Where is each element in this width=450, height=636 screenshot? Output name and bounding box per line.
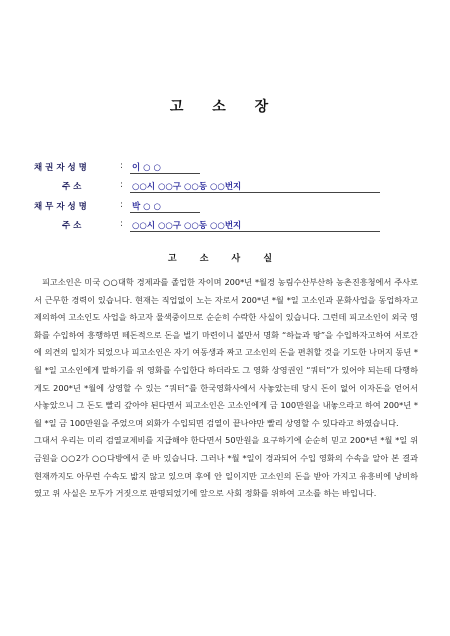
plaintiff-name-row	[34, 161, 424, 177]
plaintiff-name: 이 ○ ○	[132, 163, 161, 173]
plaintiff-address: ○○시 ○○구 ○○동 ○○번지	[132, 182, 242, 192]
defendant-address-label: 주 소	[62, 221, 82, 231]
complaint-body	[34, 274, 418, 503]
section-title: 고 소 사 실	[167, 254, 283, 264]
plaintiff-name-label: 채 권 자 성 명	[34, 163, 87, 173]
underline	[130, 212, 200, 213]
body-paragraph: 그대서 우리는 미리 검열교제비를 지급해야 한다면서 50만원을 요구하기에 순순히 믿고 200*년 *월 *일 위 금원을 ○○2가 ○○다방에서 준 바 있습니다. 그러나 *월 *일이 경과되어 수입 영화의 수속을 알아 본 결과 현재까지도 아무런 수속도 밟지 않고 있으며 후에 안 일이지만 고소인의 돈을 받아 가지고 유흥비에 낭비하였고 위 사실은 모두가 거짓으로 판명되었기에 앞으로 사회 정화를 위하여 고소를 하는 바입니다.	[34, 435, 418, 499]
underline	[130, 173, 200, 174]
defendant-name-label: 채 무 자 성 명	[34, 202, 87, 212]
colon: :	[120, 180, 123, 190]
plaintiff-address-label: 주 소	[62, 182, 82, 192]
defendant-address-row	[34, 219, 424, 235]
plaintiff-address-row	[34, 180, 424, 196]
document-title: 고 소 장	[169, 99, 281, 115]
colon: :	[120, 200, 123, 210]
underline	[130, 192, 380, 193]
defendant-address: ○○시 ○○구 ○○동 ○○번지	[132, 221, 242, 231]
defendant-name: 박 ○ ○	[132, 202, 161, 212]
body-paragraph: 피고소인은 미국 ○○대학 경제과를 졸업한 자이며 200*년 *월경 농림수산부산하 농촌진흥청에서 주사로서 근무한 경력이 있습니다. 현재는 직업없이 노는 자로서 200*년 *월 *일 고소인과 문화사업을 동업하자고 제의하여 고소인도 사업을 하고자 물색중이므로 순순히 수락한 사실이 있습니다. 그런데 피고소인이 외국 영화를 수입하여 흥행하면 떼돈적으로 돈을 벌기 마련이니 볼만서 명화 “하늘과 땅”을 수입하자고하여 서로간에 의견의 일치가 되었으나 피고소인은 자기 여동생과 짜고 고소인의 돈을 편취할 것을 기도한 나머지 동년 *월 *일 고소인에게 말하기를 위 영화를 수입한다 하더라도 그 영화 상영권인 “쿼터”가 있어야 되는데 다행하게도 200*년 *월에 상영할 수 있는 “쿼터”를 한국영화사에서 사놓았는데 당시 돈이 없어 이자돈을 얻어서 사놓았으니 그 돈도 빨리 갚아야 된다면서 피고소인은 고소인에게 금 100만원을 내놓으라고 하여 200*년 *월 *일 금 100만원을 주었으며 외화가 수입되면 검열이 끝나야만 빨리 상영할 수 있다라고 하였습니다.	[34, 277, 418, 428]
defendant-name-row	[34, 200, 424, 216]
colon: :	[120, 161, 123, 171]
underline	[130, 231, 380, 232]
colon: :	[120, 219, 123, 229]
